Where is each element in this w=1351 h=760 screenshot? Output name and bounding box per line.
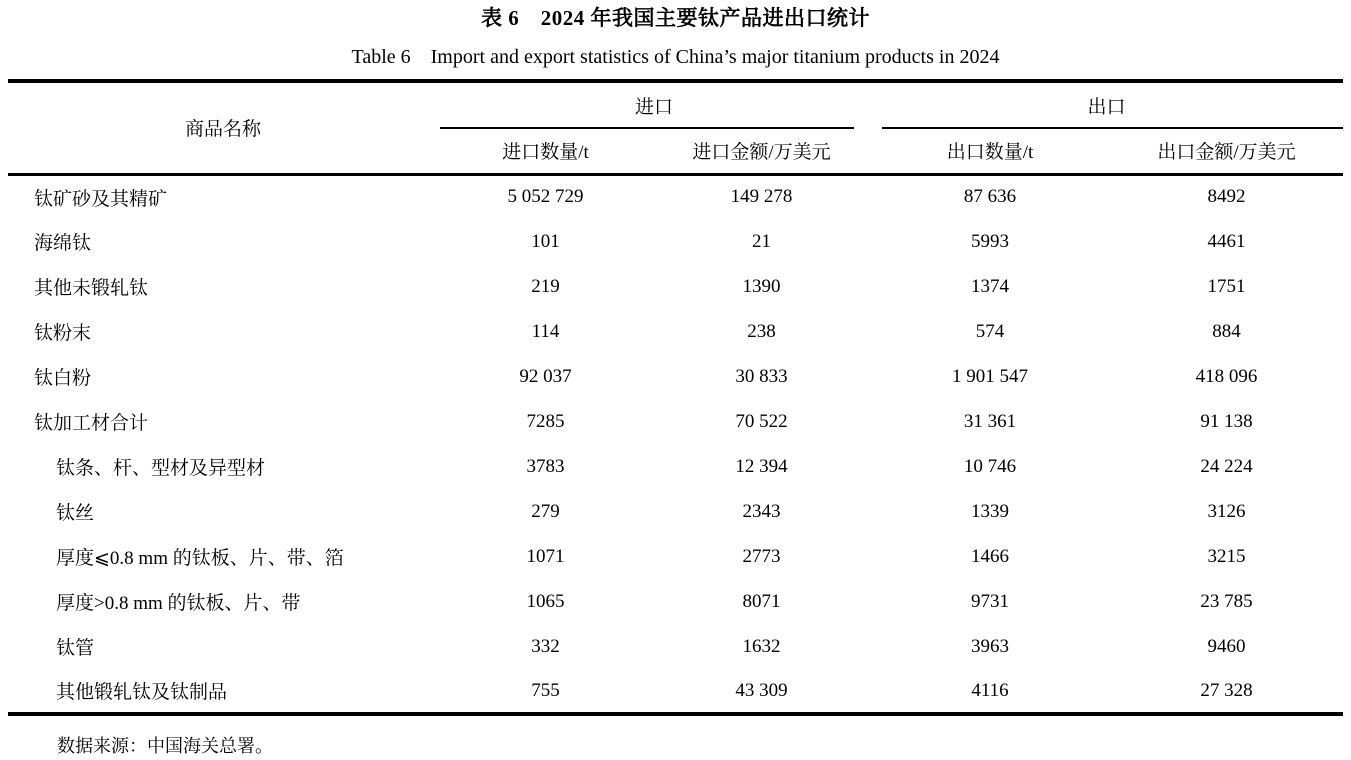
export-quantity-cell: 1 901 547 — [952, 365, 1029, 387]
table-header — [8, 81, 1343, 174]
import-value-cell: 30 833 — [735, 365, 788, 387]
import-quantity-cell: 92 037 — [519, 365, 572, 387]
column-group-import: 进口 — [438, 81, 870, 128]
export-value-cell: 884 — [1212, 320, 1241, 342]
titanium-import-export-table — [8, 79, 1343, 716]
export-quantity-cell: 1339 — [971, 500, 1010, 522]
data-source-note: 数据来源：中国海关总署。 — [57, 736, 273, 756]
import-value-cell: 21 — [752, 230, 771, 252]
export-value-cell: 4461 — [1207, 230, 1246, 252]
table-row — [8, 444, 1343, 489]
export-value-cell: 3215 — [1207, 545, 1246, 567]
product-name-cell: 厚度>0.8 mm 的钛板、片、带 — [56, 593, 301, 614]
table-row — [8, 579, 1343, 624]
export-value-cell: 3126 — [1207, 500, 1246, 522]
column-header-product-name: 商品名称 — [8, 81, 438, 174]
product-name-cell: 钛管 — [56, 638, 95, 659]
import-value-cell: 2773 — [742, 545, 781, 567]
product-name-cell: 钛丝 — [56, 503, 95, 524]
import-value-cell: 12 394 — [735, 455, 788, 477]
product-name-cell: 海绵钛 — [34, 233, 92, 254]
table-row — [8, 669, 1343, 714]
import-value-cell: 8071 — [742, 590, 781, 612]
table-row — [8, 174, 1343, 219]
import-quantity-cell: 7285 — [526, 410, 565, 432]
table-header-group-row — [8, 81, 1343, 128]
product-name-cell: 钛粉末 — [34, 323, 92, 344]
column-header-export-value: 出口金额/万美元 — [1110, 128, 1343, 174]
table-body — [8, 174, 1343, 714]
table-row — [8, 219, 1343, 264]
export-value-cell: 27 328 — [1200, 679, 1253, 701]
export-value-cell: 1751 — [1207, 275, 1246, 297]
import-quantity-cell: 279 — [531, 500, 560, 522]
export-value-cell: 24 224 — [1200, 455, 1253, 477]
export-quantity-cell: 574 — [975, 320, 1005, 342]
export-quantity-cell: 5993 — [971, 230, 1010, 252]
table-row — [8, 399, 1343, 444]
export-quantity-cell: 9731 — [971, 590, 1010, 612]
product-name-cell: 钛白粉 — [34, 368, 92, 389]
product-name-cell: 其他未锻轧钛 — [34, 278, 149, 299]
table-row — [8, 264, 1343, 309]
product-name-cell: 其他锻轧钛及钛制品 — [56, 682, 228, 703]
import-value-cell: 43 309 — [735, 679, 788, 701]
table-row — [8, 309, 1343, 354]
export-quantity-cell: 4116 — [971, 679, 1009, 701]
product-name-cell: 钛矿砂及其精矿 — [34, 188, 168, 210]
export-quantity-cell: 1466 — [971, 545, 1010, 567]
import-value-cell: 70 522 — [735, 410, 788, 432]
export-quantity-cell: 31 361 — [963, 410, 1017, 432]
export-value-cell: 8492 — [1207, 186, 1246, 208]
import-quantity-cell: 755 — [531, 679, 560, 701]
column-header-export-quantity: 出口数量/t — [870, 128, 1110, 174]
column-header-import-quantity: 进口数量/t — [438, 128, 653, 174]
export-quantity-cell: 87 636 — [963, 186, 1017, 208]
import-quantity-cell: 1071 — [526, 545, 565, 567]
table-row — [8, 534, 1343, 579]
import-quantity-cell: 332 — [531, 635, 560, 657]
export-value-cell: 418 096 — [1195, 365, 1258, 387]
table-caption-chinese: 表 6 2024 年我国主要钛产品进出口统计 — [481, 6, 870, 30]
table-row — [8, 624, 1343, 669]
import-value-cell: 1390 — [742, 275, 781, 297]
import-quantity-cell: 114 — [531, 320, 560, 342]
column-header-import-value: 进口金额/万美元 — [653, 128, 870, 174]
table-caption-english: Table 6 Import and export statistics of China’s major titanium products in 2024 — [351, 46, 1000, 68]
import-value-cell: 1632 — [742, 635, 781, 657]
export-value-cell: 9460 — [1207, 635, 1246, 657]
import-value-cell: 238 — [747, 320, 776, 342]
table-row — [8, 489, 1343, 534]
import-value-cell: 2343 — [742, 500, 781, 522]
export-quantity-cell: 1374 — [971, 275, 1010, 297]
import-quantity-cell: 3783 — [526, 455, 565, 477]
product-name-cell: 钛条、杆、型材及异型材 — [56, 458, 266, 479]
import-quantity-cell: 1065 — [526, 590, 565, 612]
table-row — [8, 354, 1343, 399]
import-value-cell: 149 278 — [730, 186, 793, 208]
import-quantity-cell: 219 — [531, 275, 560, 297]
export-quantity-cell: 10 746 — [963, 455, 1017, 477]
export-value-cell: 91 138 — [1200, 410, 1253, 432]
export-value-cell: 23 785 — [1200, 590, 1253, 612]
export-quantity-cell: 3963 — [971, 635, 1010, 657]
import-quantity-cell: 101 — [531, 230, 560, 252]
import-quantity-cell: 5 052 729 — [507, 186, 584, 208]
product-name-cell: 厚度⩽0.8 mm 的钛板、片、带、箔 — [56, 548, 344, 569]
column-group-export: 出口 — [870, 81, 1343, 128]
product-name-cell: 钛加工材合计 — [34, 413, 149, 434]
